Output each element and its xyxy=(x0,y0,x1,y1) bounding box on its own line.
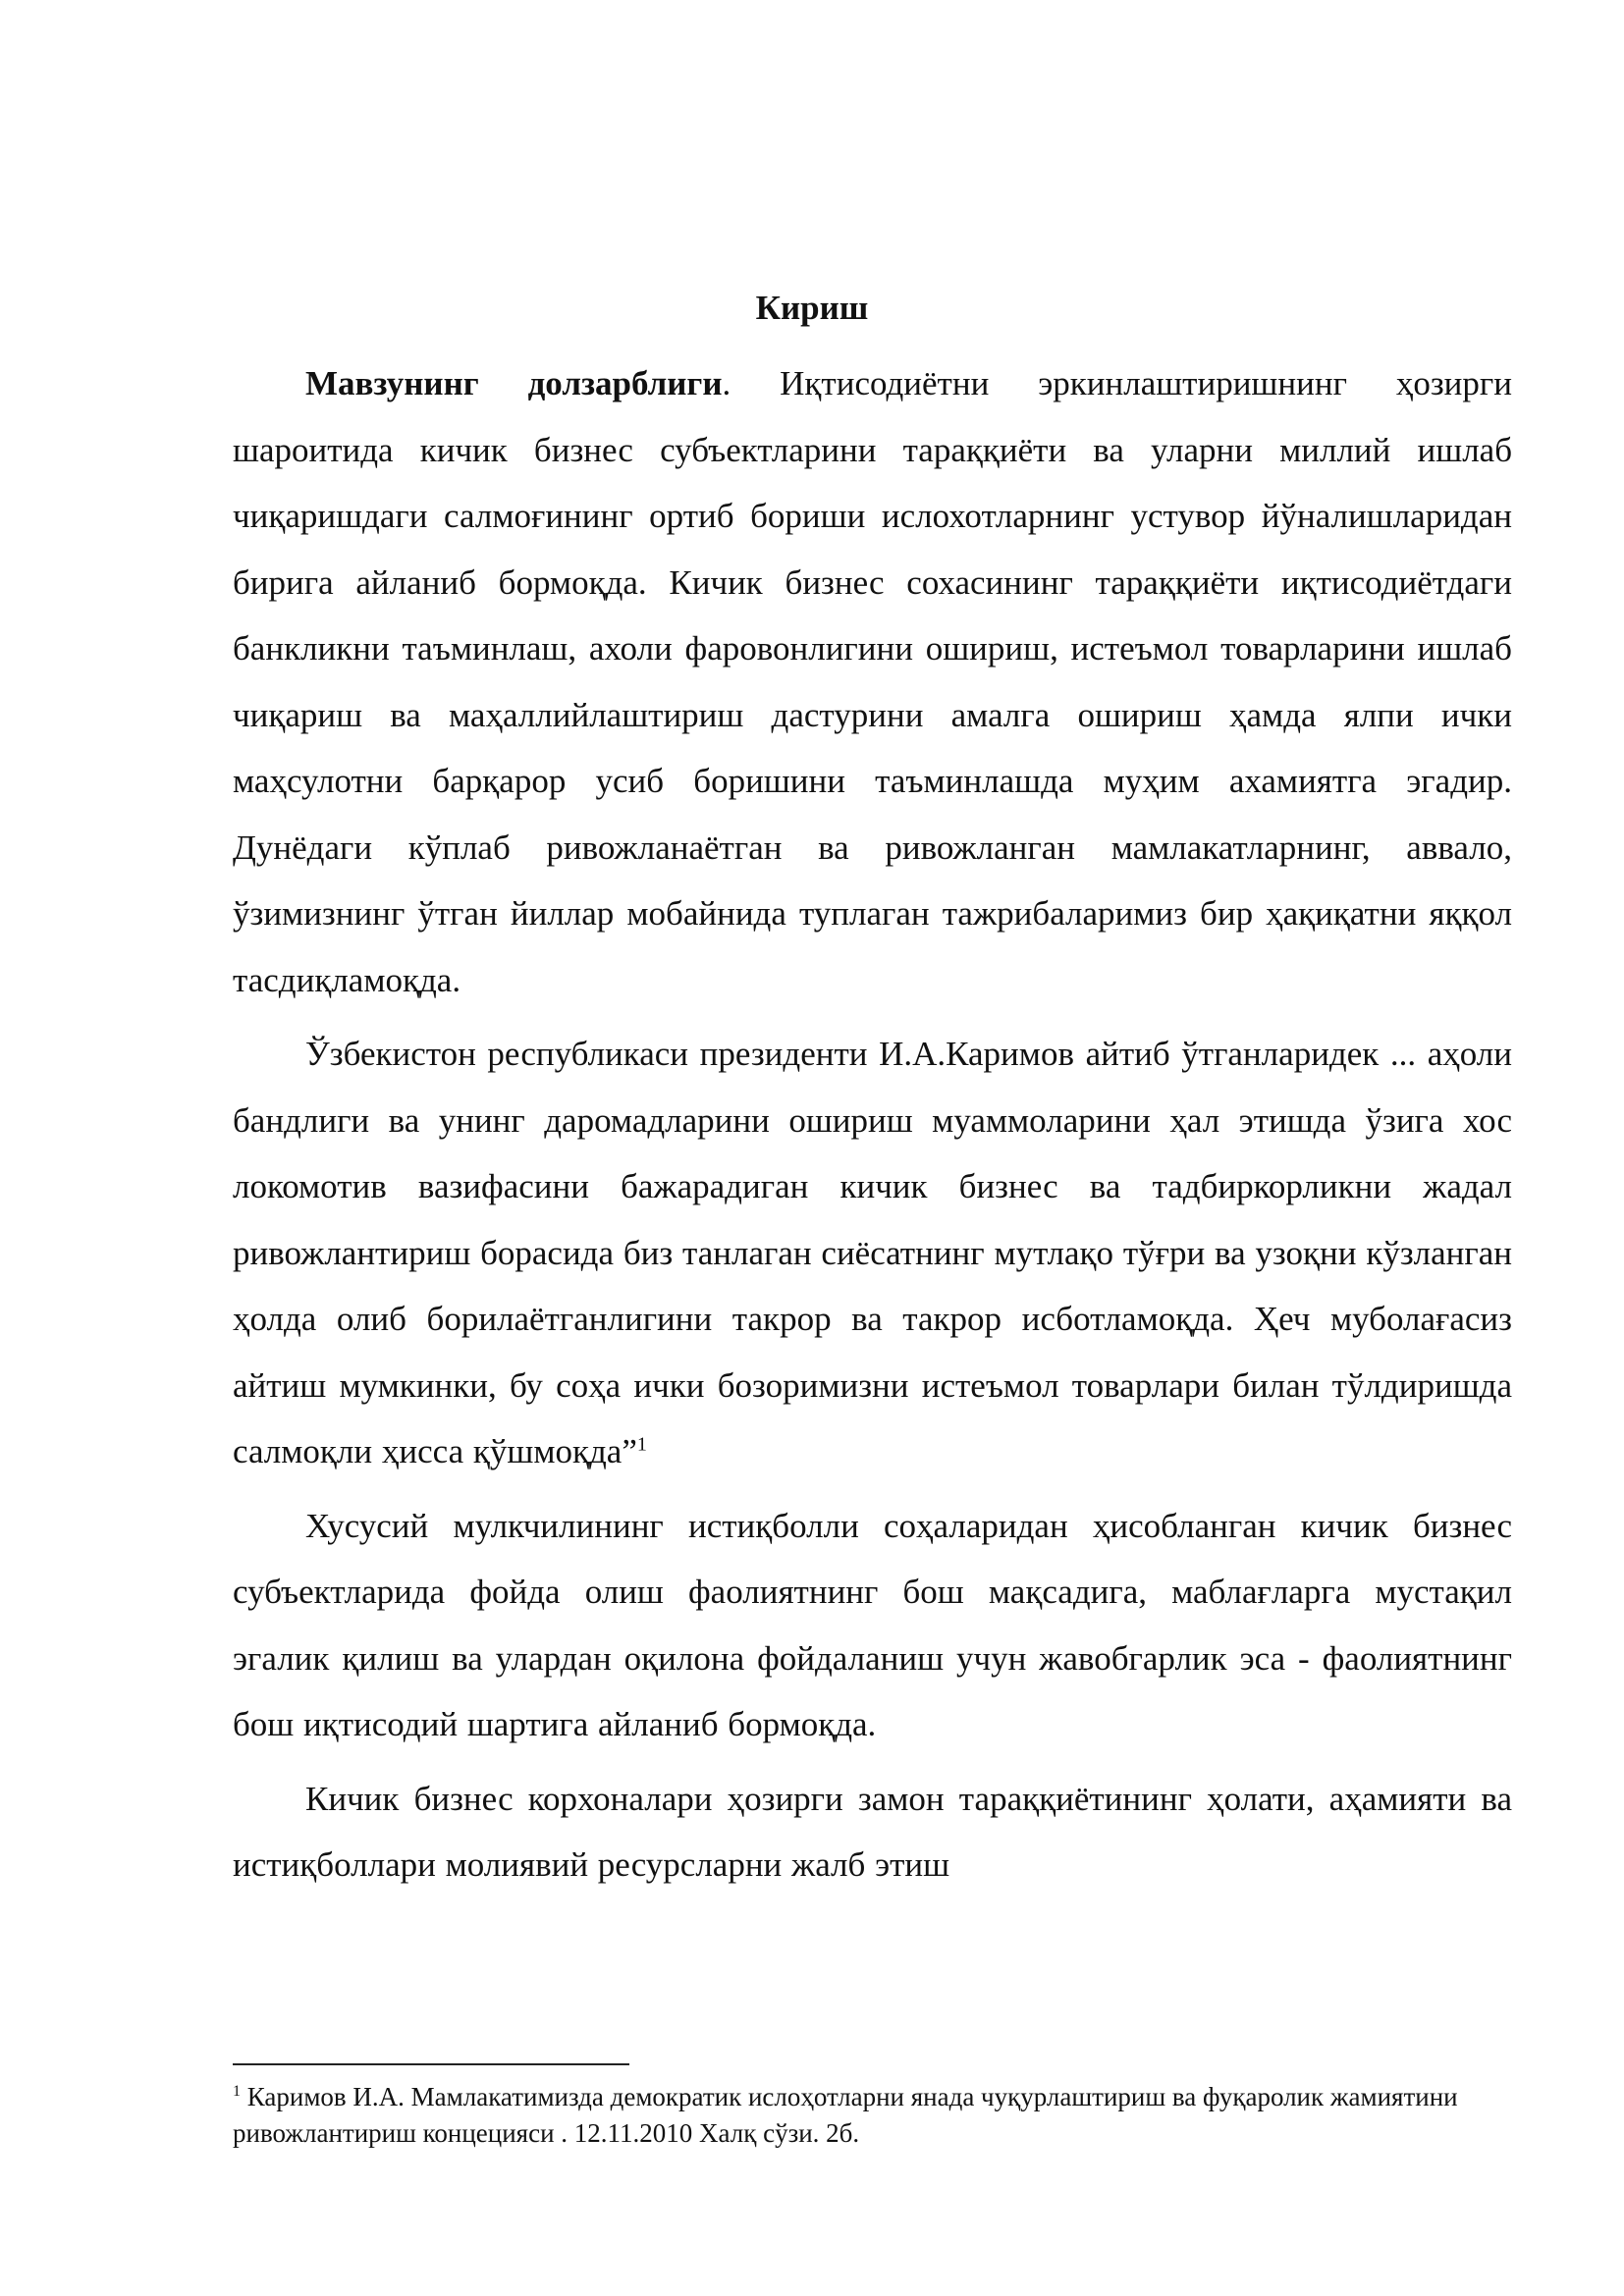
paragraph-text: Ўзбекистон республикаси президенти И.А.Каримов айтиб ўтганларидек ... аҳоли бандлиги ва унинг даромадларини ошириш муаммоларини ҳал этишда ўзига хос локомотив вазифасини бажарадиган кичик бизнес ва тадбиркорликни жадал ривожлантириш борасида биз танлаган сиёсатнинг мутлақо тўғри ва узоқни кўзланган ҳолда олиб борилаётганлигини такрор ва такрор исботламоқда. Ҳеч муболағасиз айтиш мумкинки, бу соҳа ички бозоримизни истеъмол товарлари билан тўлдиришда салмоқли ҳисса қўшмоқда” xyxy=(233,1035,1512,1470)
footnote-separator xyxy=(233,2063,629,2065)
paragraph-text: Хусусий мулкчилининг истиқболли соҳаларидан ҳисобланган кичик бизнес субъектларида фойда олиш фаолиятнинг бош мақсадига, маблағларга мустақил эгалик қилиш ва улардан оқилона фойдаланиш учун жавобгарлик эса - фаолиятнинг бош иқтисодий шартига айланиб бормоқда. xyxy=(233,1506,1512,1743)
paragraph-private-property xyxy=(233,1493,1512,1758)
footnote-number: 1 xyxy=(233,2083,241,2100)
paragraph-text: Кичик бизнес корхоналари ҳозирги замон тараққиётининг ҳолати, аҳамияти ва истиқболлари молиявий ресурсларни жалб этиш xyxy=(233,1779,1512,1884)
page-title: Кириш xyxy=(755,289,869,327)
footnote-text: Каримов И.А. Мамлакатимизда демократик ислоҳотларни янада чуқурлаштириш ва фуқаролик жамиятини ривожлантириш концецияси . 12.11.2010 Халқ сўзи. 2б. xyxy=(233,2082,1458,2148)
paragraph-lead-heading: Мавзунинг долзарблиги xyxy=(305,364,723,402)
body-text xyxy=(233,350,1512,1898)
paragraph-relevance xyxy=(233,350,1512,1013)
paragraph-president-quote xyxy=(233,1021,1512,1485)
footnote xyxy=(233,2079,1512,2152)
footnote-reference[interactable]: 1 xyxy=(636,1433,647,1456)
paragraph-small-business xyxy=(233,1766,1512,1898)
paragraph-text: . Иқтисодиётни эркинлаштиришнинг ҳозирги шароитида кичик бизнес субъектларини тараққиёти ва уларни миллий ишлаб чиқаришдаги салмоғининг ортиб бориши ислохотларнинг устувор йўналишларидан бирига айланиб бормоқда. Кичик бизнес сохасининг тараққиёти иқтисодиётдаги банкликни таъминлаш, ахоли фаровонлигини ошириш, истеъмол товарларини ишлаб чиқариш ва маҳаллийлаштириш дастурини амалга ошириш ҳамда ялпи ички маҳсулотни барқарор усиб боришини таъминлашда муҳим ахамиятга эгадир. Дунёдаги кўплаб ривожланаётган ва ривожланган мамлакатларнинг, аввало, ўзимизнинг ўтган йиллар мобайнида туплаган тажрибаларимиз бир ҳақиқатни яққол тасдиқламоқда. xyxy=(233,364,1512,999)
